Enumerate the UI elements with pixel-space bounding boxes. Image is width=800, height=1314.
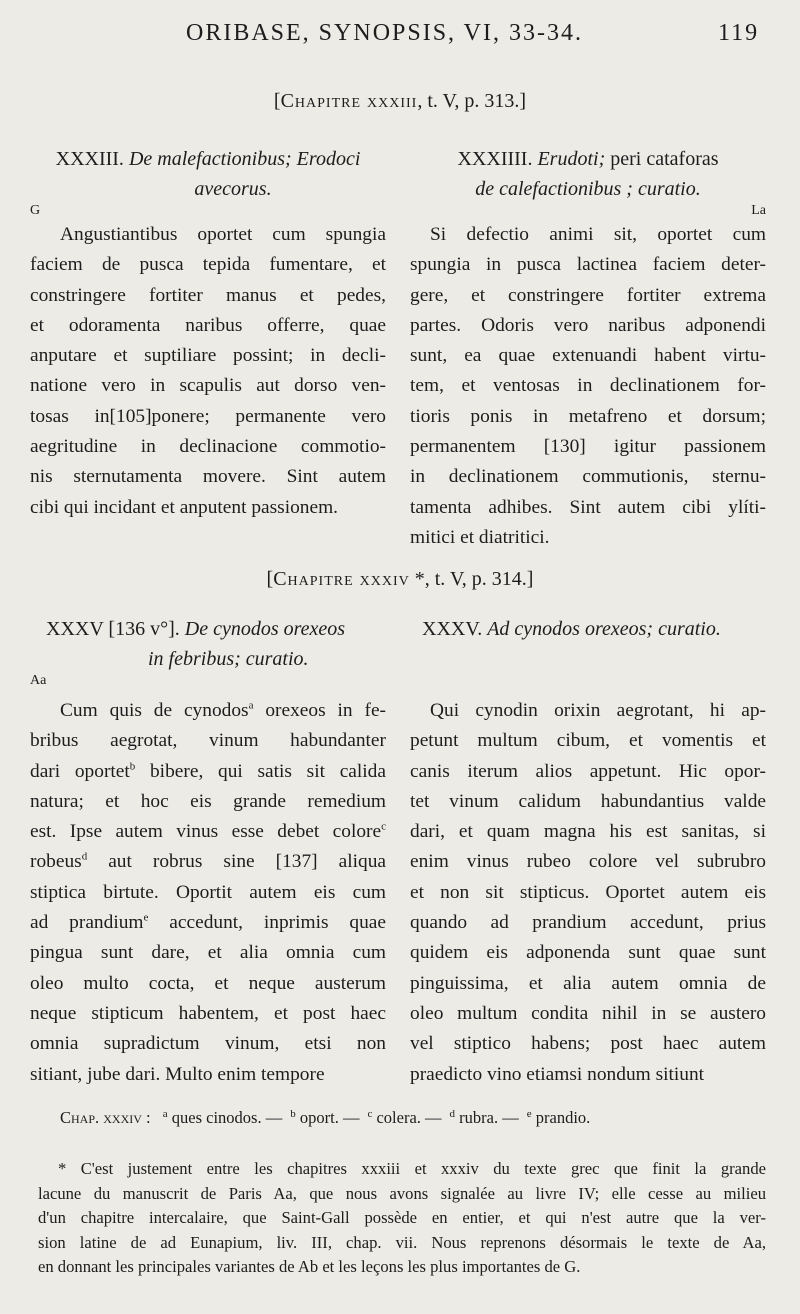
footnote-line: en donnant les principales variantes de Ab et les leçons les plus importantes de G. <box>38 1257 581 1277</box>
right-column-chapter-33 <box>410 144 766 553</box>
paragraph <box>30 696 386 1090</box>
bracket-open: [ <box>273 90 281 112</box>
text-line: natione vero in scapulis aut dorso ven- <box>30 375 386 397</box>
left-column-chapter-34 <box>30 614 386 1090</box>
text-line: cibi qui incidant et anputent passionem. <box>30 496 339 518</box>
text-line <box>30 847 386 877</box>
section-heading <box>410 144 766 174</box>
apparatus-reading: colera. — <box>372 1108 442 1127</box>
text-line <box>30 1029 386 1059</box>
chapter-reference: , t. V, p. 313.] <box>417 90 527 112</box>
footnote <box>38 1157 766 1280</box>
text-line: gere, et constringere fortiter extrema <box>410 284 766 306</box>
text-line: dari, et quam magna his est sanitas, si <box>410 821 766 843</box>
apparatus-marker: c <box>367 1107 373 1120</box>
critical-apparatus <box>60 1108 720 1128</box>
line-text: dari oportet <box>30 760 130 782</box>
section-title: De malefactionibus; Erodoci <box>128 148 361 170</box>
text-line: tosas in[105]ponere; permanente vero <box>30 405 386 427</box>
text-line <box>30 787 386 817</box>
text-line: Angustiantibus oportet cum spungia <box>60 224 386 245</box>
line-text: natura; et hoc eis grande remedium <box>30 790 386 812</box>
section-title: Ad cynodos orexeos; curatio. <box>487 618 721 640</box>
footnote-marker: b <box>129 760 136 773</box>
section-title-continued: de calefactionibus ; curatio. <box>475 178 701 200</box>
text-line: tioris ponis in metafreno et dorsum; <box>410 405 766 427</box>
text-line: sunt, ea quae extenuandi habent virtu- <box>410 345 766 367</box>
text-line: praedicto vino etiamsi nondum sitiunt <box>410 1063 705 1085</box>
line-text: ad prandium <box>30 912 144 934</box>
line-text: stiptica birtute. Oportit autem eis cum <box>30 881 386 903</box>
text-line <box>30 817 386 847</box>
apparatus-marker: e <box>526 1107 532 1120</box>
paragraph <box>410 696 766 1090</box>
line-text: accedunt, inprimis quae <box>148 912 386 934</box>
footnote-marker: d <box>81 851 88 864</box>
left-column-chapter-33 <box>30 144 386 523</box>
running-title: ORIBASE, SYNOPSIS, VI, 33-34. <box>186 20 583 46</box>
text-line <box>30 908 386 938</box>
line-text: pingua sunt dare, et alia omnia cum <box>30 942 386 964</box>
text-line <box>30 878 386 908</box>
chapter-label: Chapitre xxxiv <box>273 568 410 590</box>
text-line: et non sit stipticus. Oportet autem eis <box>410 881 766 903</box>
line-text: omnia supradictum vinum, etsi non <box>30 1033 386 1055</box>
text-line: tem, et ventosas in declinationem for- <box>410 375 766 397</box>
line-text: Cum quis de cynodos <box>60 700 249 721</box>
text-line: partes. Odoris vero naribus adponendi <box>410 314 766 336</box>
footnote-marker: e <box>143 911 149 924</box>
manuscript-siglum: La <box>751 203 766 218</box>
text-line: spungia in pusca lactinea faciem deter- <box>410 254 766 276</box>
section-number: XXXV <box>46 618 104 640</box>
text-line: in declinationem commutionis, sternu- <box>410 466 766 488</box>
section-number: XXXIII. <box>55 148 124 170</box>
line-text: orexeos in fe- <box>253 700 387 721</box>
footnote-line: sion latine de ad Eunapium, liv. III, chap. vii. Nous reprenons désormais le texte de Aa, <box>38 1232 766 1252</box>
text-line <box>30 999 386 1029</box>
text-line: tamenta adhibes. Sint autem cibi ylíti- <box>410 496 766 518</box>
text-line <box>30 726 386 756</box>
section-title-continued: avecorus. <box>194 178 272 200</box>
text-line: oleo multum condita nihil in se austero <box>410 1002 766 1024</box>
chapter-heading-xxxiii <box>0 90 800 113</box>
text-line <box>30 696 386 726</box>
text-line: anputare et suptiliare possint; in decli- <box>30 345 386 367</box>
apparatus-reading: ques cinodos. — <box>167 1108 283 1127</box>
line-text: oleo multo cocta, et neque austerum <box>30 972 386 994</box>
footnote-line: lacune du manuscrit de Paris Aa, que nous avons signalée au livre IV; elle cesse au milieu <box>38 1183 766 1203</box>
paragraph <box>410 220 766 553</box>
text-line: permanentem [130] igitur passionem <box>410 436 766 458</box>
text-line: faciem de pusca tepida fumentare, et <box>30 254 386 276</box>
footnote-marker: a <box>248 699 254 712</box>
text-line: nis sternutamenta movere. Sint autem <box>30 466 386 488</box>
line-text: robeus <box>30 851 82 873</box>
chapter-reference: *, t. V, p. 314.] <box>409 568 534 590</box>
chapter-heading-xxxiv <box>0 568 800 591</box>
right-column-chapter-34 <box>410 614 766 1090</box>
folio-reference: [136 v°]. <box>103 618 185 640</box>
apparatus-reading: oport. — <box>295 1108 360 1127</box>
text-line: aegritudine in declinacione commotio- <box>30 436 386 458</box>
line-text: est. Ipse autem vinus esse debet colore <box>30 821 382 843</box>
text-line: petunt multum cibum, et vomentis et <box>410 730 766 752</box>
manuscript-siglum: Aa <box>30 673 47 688</box>
text-line: tet vinum calidum habundantius valde <box>410 790 766 812</box>
manuscript-siglum: G <box>30 203 41 218</box>
text-line: Qui cynodin orixin aegrotant, hi ap- <box>430 700 766 721</box>
text-line <box>30 1060 386 1090</box>
line-text: bribus aegrotat, vinum habundanter <box>30 730 386 752</box>
text-line: vel stiptico habens; post haec autem <box>410 1033 766 1055</box>
footnote-marker: c <box>381 820 386 833</box>
line-text: bibere, qui satis sit calida <box>135 760 386 782</box>
line-text: sitiant, jube dari. Multo enim tempore <box>30 1063 325 1085</box>
text-line: constringere fortiter manus et pedes, <box>30 284 386 306</box>
section-title-continued: in febribus; curatio. <box>148 648 309 670</box>
text-line: Si defectio animi sit, oportet cum <box>430 224 766 245</box>
footnote-line: d'un chapitre intercalaire, que Saint-Gall possède en entier, et qui n'est autre que la ver- <box>38 1208 766 1228</box>
apparatus-marker: a <box>162 1107 168 1120</box>
apparatus-reading: rubra. — <box>455 1108 519 1127</box>
text-line: et odoramenta naribus offerre, quae <box>30 314 386 336</box>
section-heading <box>410 614 766 644</box>
section-heading <box>30 614 386 644</box>
text-line: quando ad prandium accedunt, prius <box>410 912 766 934</box>
text-line <box>30 969 386 999</box>
chapter-label: Chapitre xxxiii <box>280 90 418 112</box>
text-line: pinguissima, et alia autem omnia de <box>410 972 766 994</box>
apparatus-marker: b <box>290 1107 296 1120</box>
section-heading <box>30 144 386 174</box>
bracket-open: [ <box>266 568 274 590</box>
line-text: neque stipticum habentem, et post haec <box>30 1002 386 1024</box>
line-text: aut robrus sine [137] aliqua <box>87 851 386 873</box>
page-number: 119 <box>718 20 760 46</box>
running-head <box>0 20 800 54</box>
apparatus-label: Chap. xxxiv : <box>60 1108 151 1127</box>
text-line: canis iterum alios appetunt. Hic opor- <box>410 760 766 782</box>
section-title: De cynodos orexeos <box>184 618 346 640</box>
apparatus-reading: prandio. <box>531 1108 591 1127</box>
section-number: XXXIIII. <box>457 148 533 170</box>
text-line: mitici et diatritici. <box>410 526 550 548</box>
section-title-greek: peri cataforas <box>605 148 719 170</box>
footnote-line: * C'est justement entre les chapitres xxxiii et xxxiv du texte grec que finit la grande <box>58 1159 766 1178</box>
text-line <box>30 938 386 968</box>
paragraph <box>30 220 386 523</box>
section-title: Erudoti; <box>537 148 606 170</box>
apparatus-marker: d <box>449 1107 456 1120</box>
section-number: XXXV. <box>422 618 483 640</box>
text-line: enim vinus rubeo colore vel subrubro <box>410 851 766 873</box>
text-line: quidem eis adponenda sunt quae sunt <box>410 942 766 964</box>
text-line <box>30 757 386 787</box>
